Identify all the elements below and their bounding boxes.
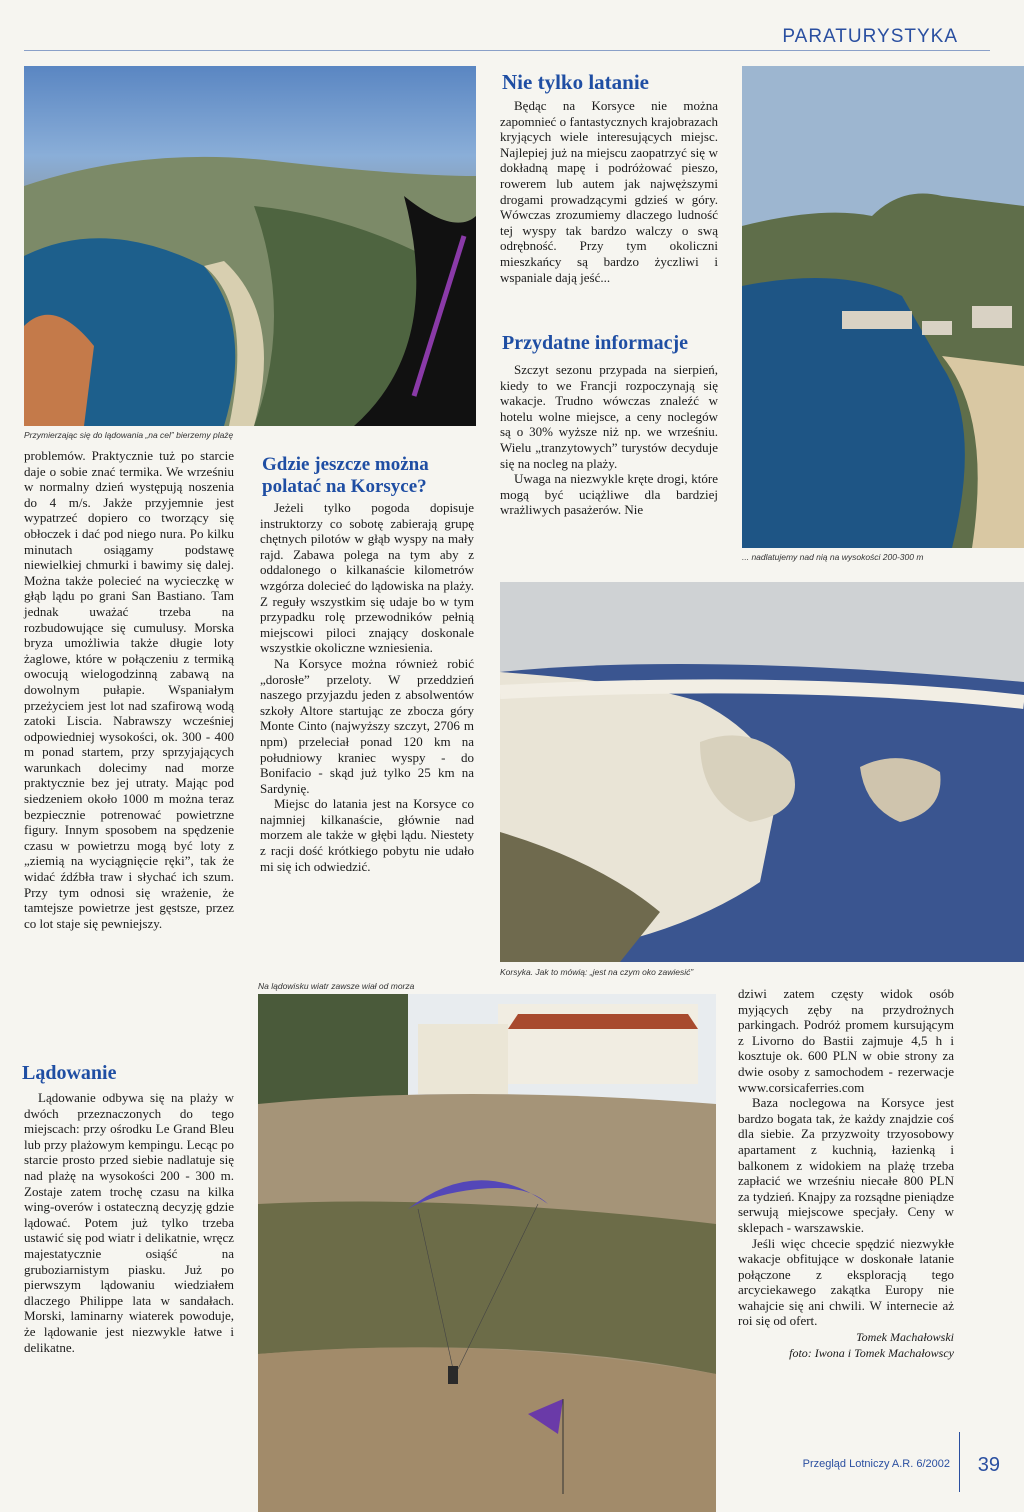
photo-coast-village xyxy=(742,66,1024,548)
footer-divider xyxy=(959,1432,960,1492)
column-1-landing xyxy=(24,1090,234,1355)
caption-photo-3: Korsyka. Jak to mówią: „jest na czym oko zawiesić” xyxy=(500,967,694,977)
header-divider xyxy=(24,50,990,51)
col2-paragraph-3: Miejsc do latania jest na Korsyce co najmniej kilkanaście, głównie nad morzem ale także w głębi lądu. Niestety z racji dość krótkiego pobytu nie udało mi się ich odwiedzić. xyxy=(260,796,474,874)
photo-paraglider-landing xyxy=(258,994,716,1512)
heading-where-else: Gdzie jeszcze można polatać na Korsyce? xyxy=(262,454,429,497)
col4-paragraph-2: Baza noclegowa na Korsyce jest bardzo bogata tak, że każdy znajdzie coś dla siebie. Za przyzwoity trzyosobowy apartament z kuchnią, łazienką i balkonem z widokiem na plażę trzeba zapłacić we wrześniu niecałe 800 PLN za tydzień. Knajpy za rozsądne pieniądze serwują miejscowe specjały. Ceny w sklepach - warszawskie. xyxy=(738,1095,954,1235)
photo-credit: foto: Iwona i Tomek Machałowscy xyxy=(789,1346,954,1361)
col1-paragraph-1: problemów. Praktycznie tuż po starcie daje o sobie znać termika. We wrześniu w normalny dzień występują noszenia do 4 m/s. Jakże przyjemnie jest wypatrzeć dopiero co tworzący się obłoczek i dać pod niego nura. Po kilku minutach osiągamy podstawę niewielkiej chmurki i bawimy się dalej. Można także polecieć na wycieczkę w głąb lądu po grani San Bastiano. Tam jednak uważać trzeba na rozbudowujące się cumulusy. Morska bryza umożliwia także długie loty żaglowe, które w połączeniu z termiką owocują wielogodzinną zabawą na dowolnym pułapie. Wspaniałym przeżyciem jest lot nad szafirową wodą zatoki Liscia. Nabrawszy wcześniej odpowiedniej wysokości, ok. 300 - 400 m ponad startem, przy sprzyjających warunkach dolecimy nad morze praktycznie bez jej utraty. Mając pod siedzeniem około 1000 m można teraz bezpiecznie potrenować powietrzne figury. Innym sposobem na spędzenie czasu w powietrzu mogą być loty z „ziemią na wyciągnięcie ręki”, tak że widać źdźbła traw i słychać ich szum. Przy tym odnosi się wrażenie, że tamtejsze powietrze jest gęstsze, przez co lot staje się pewniejszy. xyxy=(24,448,234,931)
col3-paragraph-2: Szczyt sezonu przypada na sierpień, kiedy to we Francji rozpoczynają się wakacje. Trudno wówczas znaleźć w hotelu wolne miejsce, a ceny noclegów są o 30% wyższe niż np. we wrześniu. Wielu „tranzytowych” turystów decyduje się na nocleg na plaży. xyxy=(500,362,718,471)
caption-photo-1: Przymierzając się do lądowania „na cel” bierzemy plażę xyxy=(24,430,234,440)
col2-paragraph-1: Jeżeli tylko pogoda dopisuje instruktorzy co sobotę zabierają grupę chętnych pilotów w głąb wyspy na mały rajd. Zabawa polega na tym aby z oddalonego o kilkanaście kilometrów wzgórza dolecieć do lądowiska na plaży. Z reguły wszystkim się udaje bo w tym przypadku rolę przewodników pełnią miejscowi piloci znający doskonale wszystkie okoliczne wzniesienia. xyxy=(260,500,474,656)
heading-landing: Lądowanie xyxy=(22,1062,117,1084)
heading-useful-info: Przydatne informacje xyxy=(502,332,689,354)
photo-aerial-bay xyxy=(24,66,476,426)
column-4 xyxy=(738,986,954,1361)
col4-paragraph-3: Jeśli więc chcecie spędzić niezwykłe wakacje obfitujące w doskonałe latanie połączone z eksploracją tego arcyciekawego zakątka Europy nie wahajcie się ani chwili. W internecie aż roi się od ofert. xyxy=(738,1235,954,1329)
caption-photo-2: ... nadlatujemy nad nią na wysokości 200-300 m xyxy=(742,552,924,562)
caption-photo-4: Na lądowisku wiatr zawsze wiał od morza xyxy=(258,981,415,991)
heading-not-only-flying: Nie tylko latanie xyxy=(502,70,649,94)
col2-paragraph-2: Na Korsyce można również robić „dorosłe” przeloty. W przeddzień naszego przyjazdu jeden z absolwentów szkoły Altore startując ze zbocza góry Monte Cinto (najwyższy szczyt, 2706 m npm) przeleciał ponad 120 km na południowy kraniec wyspy - do Bonifacio - skąd już tylko 25 km na Sardynię. xyxy=(260,655,474,796)
page-number: 39 xyxy=(977,1454,1000,1476)
photo-white-cliffs xyxy=(500,582,1024,962)
column-3-bottom xyxy=(500,362,718,518)
section-label: PARATURYSTYKA xyxy=(782,26,958,47)
col4-paragraph-1: dziwi zatem częsty widok osób myjących zęby na przydrożnych parkingach. Podróż promem kursującym z Livorno do Bastii zajmuje 4,5 h i kosztuje ok. 600 PLN w obie strony za dwie osoby z samochodem - rezerwacje www.corsicaferries.com xyxy=(738,986,954,1095)
col1-paragraph-2: Lądowanie odbywa się na plaży w dwóch przeznaczonych do tego miejscach: przy ośrodku Le Grand Bleu lub przy plażowym kempingu. Lecąc po starcie prosto przed siebie nadlatuje się nad plażę na wysokości 200 - 300 m. Zostaje zatem trochę czasu na kilka wing-overów i ostateczną decyzję gdzie lądować. Potem już tylko trzeba ustawić się pod wiatr i delikatnie, wręcz majestatycznie osiąść na gruboziarnistym piasku. Już po pierwszym lądowaniu wiedziałem dlaczego Philippe lata w sandałach. Morski, laminarny wiaterek powoduje, że lądowanie jest niezwykle łatwe i delikatne. xyxy=(24,1090,234,1355)
col3-paragraph-1: Będąc na Korsyce nie można zapomnieć o fantastycznych krajobrazach kryjących wiele interesujących miejsc. Najlepiej już na miejscu zaopatrzyć się w dokładną mapę i podróżować pieszo, rowerem lub autem jak najwęższymi drogami prowadzącymi gdzieś w góry. Wówczas zrozumiemy dlaczego ludność tej wyspy tak bardzo walczy o swą odrębność. Przy tym okoliczni mieszkańcy są bardzo życzliwi i wspaniale dają jeść... xyxy=(500,98,718,285)
column-2 xyxy=(260,500,474,874)
column-3-top xyxy=(500,98,718,285)
column-1 xyxy=(24,448,234,931)
author-signature: Tomek Machałowski xyxy=(856,1330,954,1345)
col3-paragraph-3: Uwaga na niezwykle kręte drogi, które mogą być uciążliwe dla bardziej wrażliwych pasażerów. Nie xyxy=(500,471,718,518)
publication-info: Przegląd Lotniczy A.R. 6/2002 xyxy=(802,1458,950,1470)
